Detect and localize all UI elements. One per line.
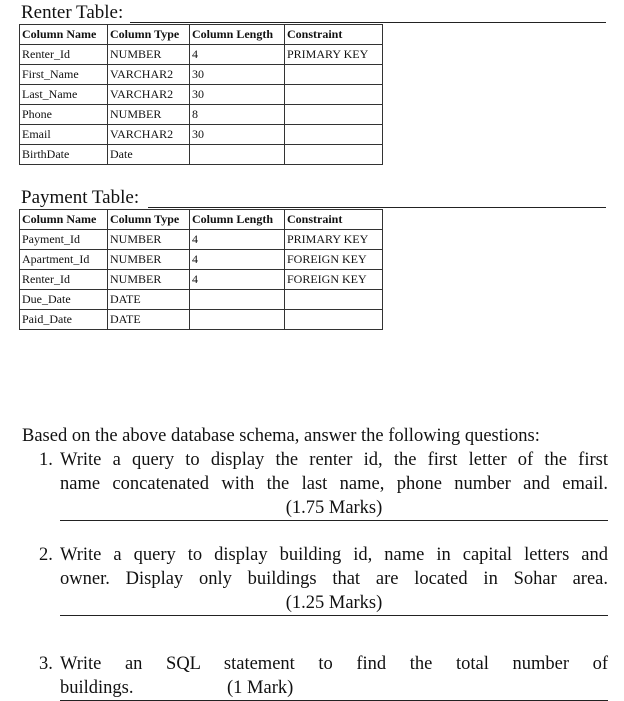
table-row (20, 85, 383, 105)
question-number: 1. (39, 450, 53, 470)
question-number: 2. (39, 545, 53, 565)
table-cell: 4 (190, 270, 285, 290)
table-row (20, 125, 383, 145)
table-cell: Email (20, 125, 108, 145)
question-text-line: buildings. (60, 678, 134, 698)
table-cell: Apartment_Id (20, 250, 108, 270)
table-row (20, 145, 383, 165)
payment-title-rule (148, 207, 606, 208)
table-cell: DATE (108, 310, 190, 330)
table-cell: NUMBER (108, 250, 190, 270)
table-cell (285, 310, 383, 330)
question-text-line: owner. Display only buildings that are located in Sohar area. (60, 569, 608, 589)
table-header-row (20, 210, 383, 230)
question-text-line: Write a query to display the renter id, the first letter of the first (60, 450, 608, 470)
table-cell (190, 310, 285, 330)
table-cell: 30 (190, 65, 285, 85)
table-cell: FOREIGN KEY (285, 270, 383, 290)
table-cell: VARCHAR2 (108, 85, 190, 105)
question-marks: (1.75 Marks) (285, 498, 383, 518)
table-cell (285, 65, 383, 85)
answer-line (60, 615, 608, 616)
table-cell: 4 (190, 230, 285, 250)
table-cell: VARCHAR2 (108, 125, 190, 145)
table-cell: Payment_Id (20, 230, 108, 250)
table-cell: Last_Name (20, 85, 108, 105)
table-cell: Phone (20, 105, 108, 125)
column-header: Column Name (20, 25, 108, 45)
question-text-line: name concatenated with the last name, phone number and email. (60, 474, 608, 494)
table-header-row (20, 25, 383, 45)
table-row (20, 105, 383, 125)
table-row (20, 230, 383, 250)
payment-table (19, 209, 383, 330)
question-2 (22, 543, 608, 615)
table-row (20, 65, 383, 85)
question-text-line: Write an SQL statement to find the total number of (60, 654, 608, 674)
table-cell: Renter_Id (20, 45, 108, 65)
table-cell: NUMBER (108, 270, 190, 290)
table-cell: Renter_Id (20, 270, 108, 290)
table-cell: 30 (190, 125, 285, 145)
column-header: Constraint (285, 210, 383, 230)
table-row (20, 290, 383, 310)
column-header: Column Type (108, 210, 190, 230)
table-cell: Date (108, 145, 190, 165)
table-cell: NUMBER (108, 230, 190, 250)
table-cell: PRIMARY KEY (285, 230, 383, 250)
table-cell (285, 85, 383, 105)
payment-table-title: Payment Table: (21, 187, 140, 208)
table-cell: DATE (108, 290, 190, 310)
question-marks: (1 Mark) (227, 678, 294, 698)
question-number: 3. (39, 654, 53, 674)
table-cell: PRIMARY KEY (285, 45, 383, 65)
table-cell: Paid_Date (20, 310, 108, 330)
table-cell (285, 145, 383, 165)
table-row (20, 310, 383, 330)
questions-section (22, 424, 608, 701)
question-1 (22, 448, 608, 520)
question-text-line: Write a query to display building id, name in capital letters and (60, 545, 608, 565)
table-cell (190, 290, 285, 310)
table-cell (285, 105, 383, 125)
table-cell: 4 (190, 45, 285, 65)
table-cell: NUMBER (108, 45, 190, 65)
answer-line (60, 520, 608, 521)
column-header: Column Length (190, 210, 285, 230)
table-cell (190, 145, 285, 165)
question-3 (22, 652, 608, 700)
table-cell: FOREIGN KEY (285, 250, 383, 270)
table-cell: 30 (190, 85, 285, 105)
questions-intro: Based on the above database schema, answer the following questions: (22, 426, 540, 446)
table-cell: BirthDate (20, 145, 108, 165)
column-header: Column Type (108, 25, 190, 45)
table-cell (285, 290, 383, 310)
table-cell: 8 (190, 105, 285, 125)
table-cell: First_Name (20, 65, 108, 85)
table-row (20, 270, 383, 290)
table-cell (285, 125, 383, 145)
table-row (20, 250, 383, 270)
renter-table (19, 24, 383, 165)
column-header: Column Length (190, 25, 285, 45)
table-cell: VARCHAR2 (108, 65, 190, 85)
table-cell: 4 (190, 250, 285, 270)
renter-table-title: Renter Table: (21, 2, 124, 23)
column-header: Constraint (285, 25, 383, 45)
renter-title-rule (130, 22, 606, 23)
table-cell: Due_Date (20, 290, 108, 310)
table-row (20, 45, 383, 65)
column-header: Column Name (20, 210, 108, 230)
question-marks: (1.25 Marks) (285, 593, 383, 613)
table-cell: NUMBER (108, 105, 190, 125)
